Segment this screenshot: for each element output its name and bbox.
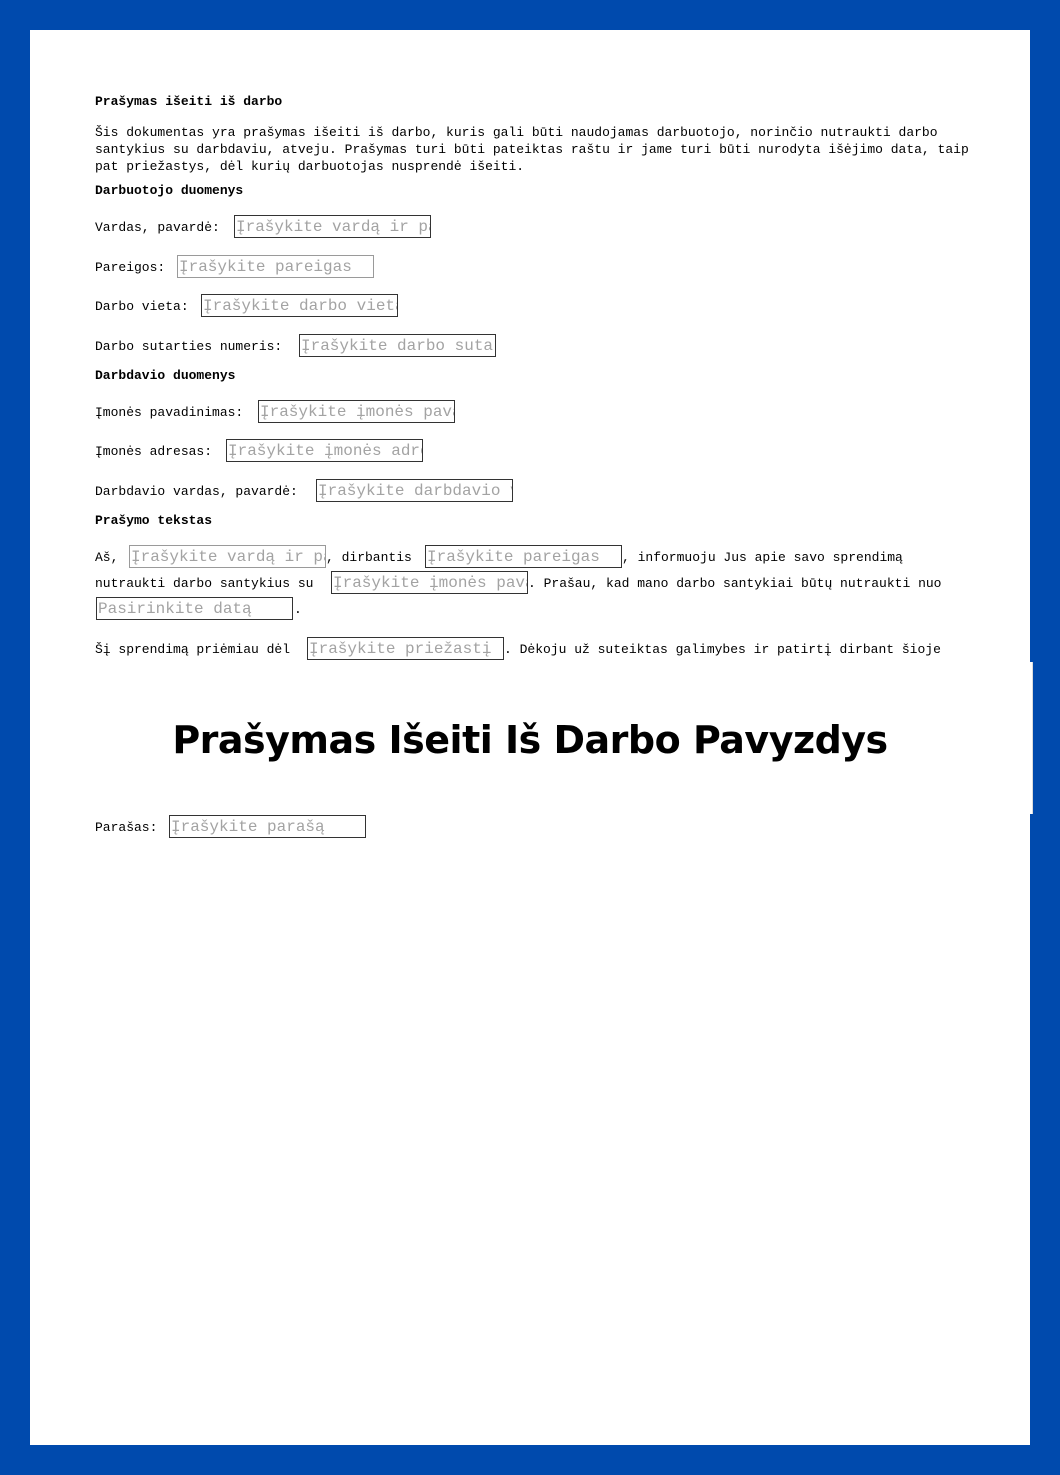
banner-title: Prašymas Išeiti Iš Darbo Pavyzdys xyxy=(172,718,888,762)
request-text-2: , dirbantis xyxy=(326,550,412,565)
request-text-4: nutraukti darbo santykius su xyxy=(95,576,314,591)
contract-number-label: Darbo sutarties numeris: xyxy=(95,339,283,354)
company-name-input[interactable] xyxy=(258,400,455,423)
employer-name-input[interactable] xyxy=(316,479,513,502)
employee-name-input[interactable] xyxy=(234,215,431,238)
position-input[interactable] xyxy=(177,255,374,278)
request-text-7: Šį sprendimą priėmiau dėl xyxy=(95,642,291,657)
workplace-input[interactable] xyxy=(201,294,398,317)
request-text-6: . xyxy=(294,602,302,617)
request-text-3: , informuoju Jus apie savo sprendimą xyxy=(622,550,903,565)
workplace-label: Darbo vieta: xyxy=(95,299,189,314)
request-company-input[interactable] xyxy=(331,571,528,594)
company-address-label: Įmonės adresas: xyxy=(95,444,213,459)
date-picker-input[interactable] xyxy=(96,597,293,620)
contract-number-input[interactable] xyxy=(299,334,496,357)
signature-label: Parašas: xyxy=(95,820,158,835)
company-address-input[interactable] xyxy=(226,439,423,462)
reason-input[interactable] xyxy=(307,637,504,660)
request-text-5: . Prašau, kad mano darbo santykiai būtų nutraukti nuo xyxy=(528,576,942,591)
document-title: Prašymas išeiti iš darbo xyxy=(95,94,283,109)
company-name-label: Įmonės pavadinimas: xyxy=(95,405,244,420)
employer-section-heading: Darbdavio duomenys xyxy=(95,368,236,383)
document-page xyxy=(30,30,1030,1445)
request-name-input[interactable] xyxy=(129,545,326,568)
employee-section-heading: Darbuotojo duomenys xyxy=(95,183,244,198)
position-label: Pareigos: xyxy=(95,260,166,275)
employer-name-label: Darbdavio vardas, pavardė: xyxy=(95,484,298,499)
request-position-input[interactable] xyxy=(425,545,622,568)
signature-input[interactable] xyxy=(169,815,366,838)
request-text-1: Aš, xyxy=(95,550,119,565)
intro-paragraph: Šis dokumentas yra prašymas išeiti iš darbo, kuris gali būti naudojamas darbuotojo, norinčio nutraukti darbo santykius su darbdaviu, atveju. Prašymas turi būti pateiktas raštu ir jame turi būti nurodyta išėjimo data, taip pat priežastys, dėl kurių darbuotojas nusprendė išeiti. xyxy=(95,125,969,174)
request-text-8: . Dėkoju už suteiktas galimybes ir patirtį dirbant šioje xyxy=(504,642,941,657)
employee-name-label: Vardas, pavardė: xyxy=(95,220,220,235)
request-section-heading: Prašymo tekstas xyxy=(95,513,213,528)
